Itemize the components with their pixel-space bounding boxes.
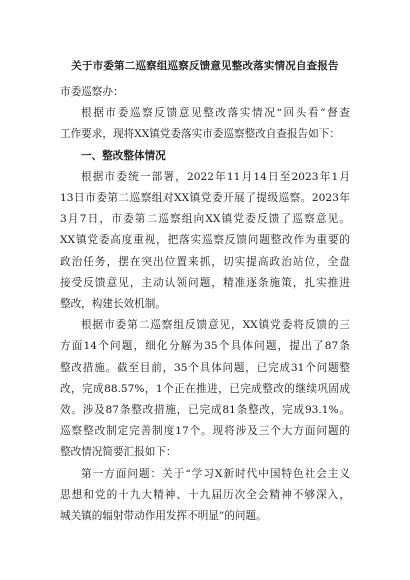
paragraph-line: 整改情况简要汇报如下： — [60, 446, 177, 459]
document-title: 关于市委第二巡察组巡察反馈意见整改落实情况自查报告 — [71, 60, 339, 72]
paragraph-line: 城关镇的辐射带动作用发挥不明显”的问题。 — [60, 510, 267, 523]
paragraph-line: 根据市委统一部署，2022年11月14日至2023年1月 — [81, 170, 350, 183]
paragraph-line: 巡察整改制定完善制度17个。现将涉及三个大方面问题的 — [60, 425, 350, 438]
paragraph-line: 政治任务，摆在突出位置来抓，切实提高政治站位，全盘 — [60, 255, 350, 268]
paragraph-line: 思想和党的十九大精神、十九届历次全会精神不够深入， — [60, 488, 350, 501]
paragraph-line: 13日市委第二巡察组对XX镇党委开展了提级巡察。2023年 — [60, 192, 350, 205]
section-heading: 一、整改整体情况 — [81, 149, 166, 162]
paragraph-line: 根据市委第二巡察组反馈意见，XX镇党委将反馈的三 — [81, 319, 350, 332]
intro-line: 工作要求，现将XX镇党委落实市委巡察整改自查报告如下： — [60, 128, 340, 141]
intro-line: 根据市委巡察反馈意见整改落实情况“回头看”督查 — [81, 107, 350, 120]
salutation: 市委巡察办： — [60, 86, 124, 98]
paragraph-line: 整改措施。截至目前，35个具体问题，已完成31个问题整 — [60, 361, 350, 374]
paragraph-line: 整改，构建长效机制。 — [60, 298, 166, 311]
paragraph-line: 接受反馈意见，主动认领问题，精准逐条施策，扎实推进 — [60, 276, 350, 289]
paragraph-line: 改，完成88.57%，1个正在推进，已完成整改的继续巩固成 — [60, 382, 350, 395]
paragraph-line: 效。涉及87条整改措施，已完成81条整改，完成93.1%。 — [60, 404, 350, 417]
paragraph-line: 第一方面问题：关于“学习X新时代中国特色社会主义 — [81, 467, 350, 480]
paragraph-line: 3月7日，市委第二巡察组向XX镇党委反馈了巡察意见。 — [60, 213, 350, 226]
paragraph-line: 方面14个问题，细化分解为35个具体问题，提出了87条 — [60, 340, 350, 353]
paragraph-line: XX镇党委高度重视，把落实巡察反馈问题整改作为重要的 — [60, 234, 350, 247]
